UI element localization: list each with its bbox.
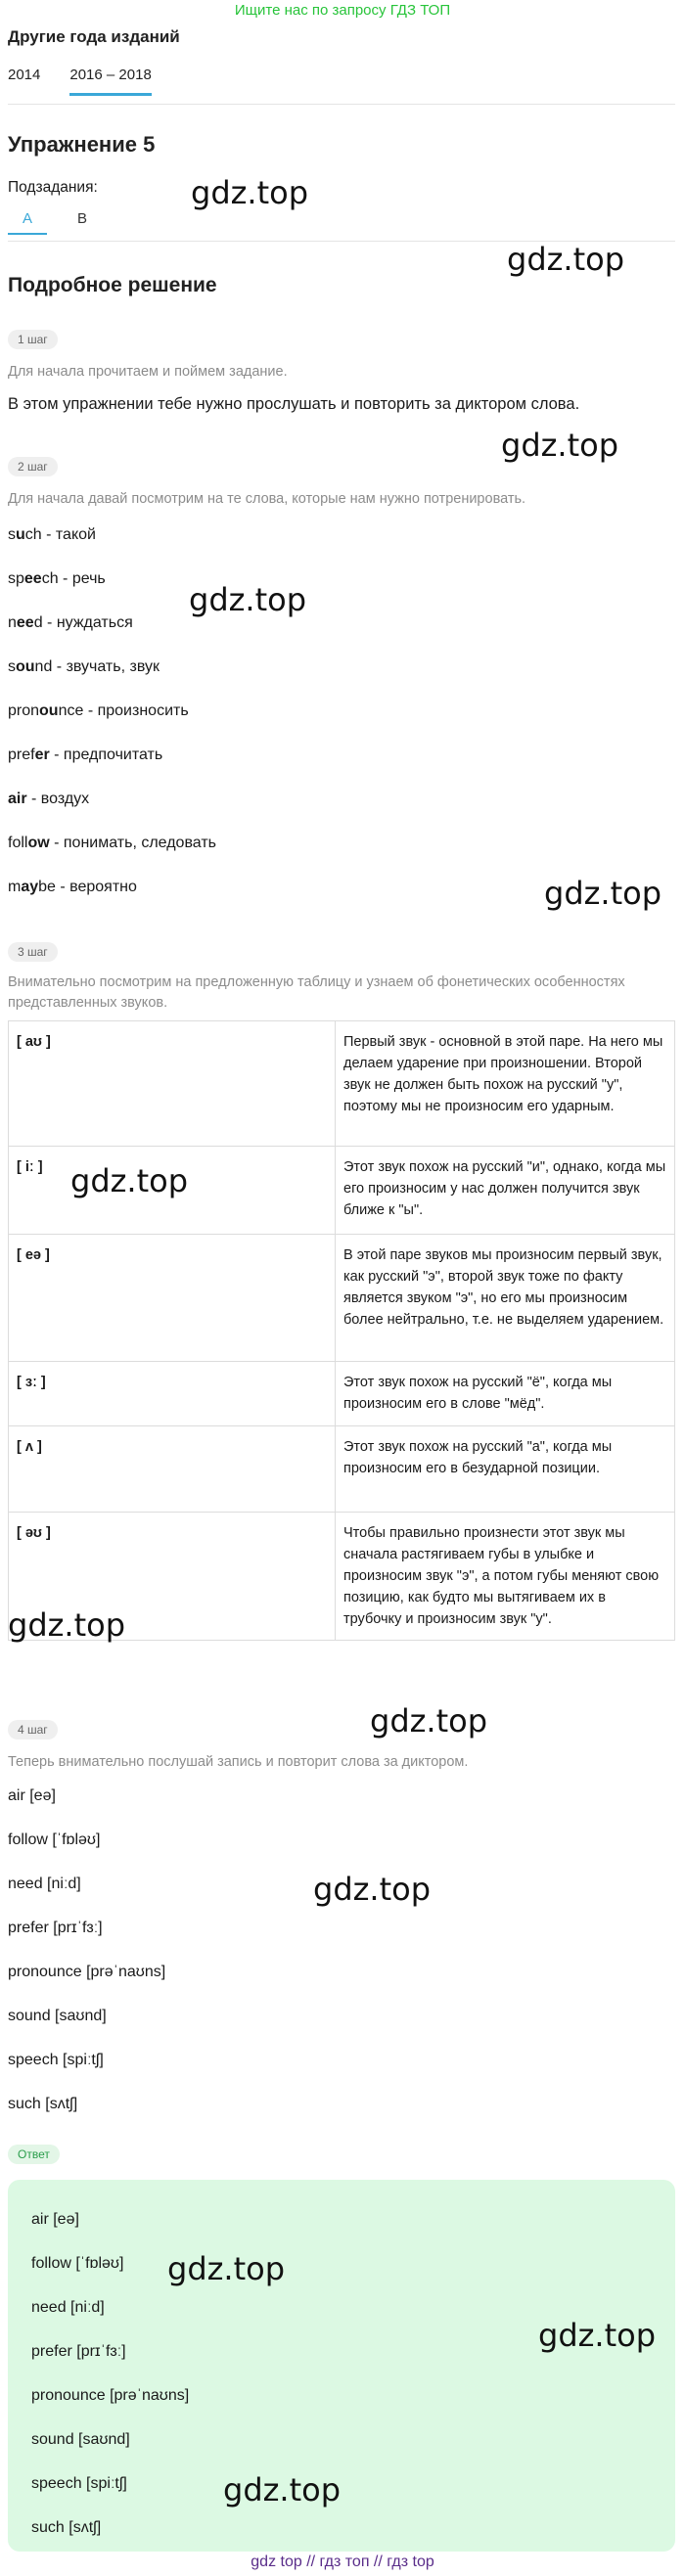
sound-cell: [ ʌ ] bbox=[9, 1426, 336, 1513]
table-row bbox=[9, 1362, 675, 1426]
step-hint: Для начала давай посмотрим на те слова, которые нам нужно потренировать. bbox=[8, 491, 526, 507]
word-item: prefer - предпочитать bbox=[8, 746, 163, 763]
answer-word: pronounce [prəˈnaʊns] bbox=[31, 2387, 190, 2404]
tab-year-2014[interactable]: 2014 bbox=[8, 67, 41, 83]
step-text: В этом упражнении тебе нужно прослушать и повторить за диктором слова. bbox=[8, 395, 580, 413]
answer-box bbox=[8, 2180, 675, 2552]
watermark: gdz.top bbox=[370, 1702, 488, 1740]
watermark: gdz.top bbox=[544, 875, 662, 912]
watermark: gdz.top bbox=[189, 581, 307, 618]
answer-word: speech [spiːtʃ] bbox=[31, 2475, 127, 2492]
sound-cell: [ eə ] bbox=[9, 1235, 336, 1362]
subtask-tab-a[interactable]: A bbox=[8, 210, 47, 235]
word-transcription: need [niːd] bbox=[8, 1876, 81, 1892]
divider bbox=[8, 104, 675, 105]
step-hint: Для начала прочитаем и поймем задание. bbox=[8, 364, 288, 380]
promo-link[interactable]: Ищите нас по запросу ГДЗ ТОП bbox=[234, 2, 451, 19]
subtask-tabs bbox=[8, 210, 117, 235]
word-item: maybe - вероятно bbox=[8, 879, 137, 895]
description-cell: В этой паре звуков мы произносим первый звук, как русский "э", второй звук тоже по факту является звуком "э", но его мы произносим более нейтрально, т.е. не выделяем ударением. bbox=[336, 1235, 675, 1362]
step-hint: Теперь внимательно послушай запись и повторит слова за диктором. bbox=[8, 1754, 469, 1770]
sound-cell: [ iː ] bbox=[9, 1147, 336, 1235]
tab-year-2016-2018[interactable]: 2016 – 2018 bbox=[69, 67, 151, 96]
sound-cell: [ aʊ ] bbox=[9, 1021, 336, 1147]
word-item: such - такой bbox=[8, 526, 96, 543]
watermark: gdz.top bbox=[223, 2471, 342, 2508]
word-transcription: sound [saʊnd] bbox=[8, 2008, 107, 2024]
word-transcription: prefer [prɪˈfɜː] bbox=[8, 1920, 103, 1936]
answer-word: need [niːd] bbox=[31, 2299, 105, 2316]
word-transcription: follow [ˈfɒləʊ] bbox=[8, 1831, 101, 1848]
subtask-tab-b[interactable]: B bbox=[76, 210, 87, 227]
other-years-title: Другие года изданий bbox=[8, 27, 180, 46]
sound-cell: [ ɜː ] bbox=[9, 1362, 336, 1426]
watermark: gdz.top bbox=[507, 241, 625, 278]
watermark: gdz.top bbox=[8, 1606, 126, 1644]
year-tabs bbox=[8, 67, 181, 96]
step-badge: 3 шаг bbox=[8, 942, 58, 962]
step-badge: 4 шаг bbox=[8, 1720, 58, 1740]
word-transcription: such [sʌtʃ] bbox=[8, 2096, 78, 2112]
watermark: gdz.top bbox=[538, 2317, 657, 2354]
word-item: follow - понимать, следовать bbox=[8, 835, 216, 851]
word-item: need - нуждаться bbox=[8, 614, 133, 631]
step-hint: Внимательно посмотрим на предложенную таблицу и узнаем об фонетических особенностях представленных звуков. bbox=[8, 974, 625, 1011]
sounds-table bbox=[8, 1020, 675, 1641]
watermark: gdz.top bbox=[167, 2250, 286, 2287]
table-row bbox=[9, 1235, 675, 1362]
watermark: gdz.top bbox=[70, 1162, 189, 1199]
description-cell: Этот звук похож на русский "ё", когда мы произносим его в слове "мёд". bbox=[336, 1362, 675, 1426]
exercise-title: Упражнение 5 bbox=[8, 132, 156, 157]
subtasks-label: Подзадания: bbox=[8, 179, 98, 196]
step-badge: 1 шаг bbox=[8, 330, 58, 349]
answer-word: air [eə] bbox=[31, 2211, 79, 2228]
watermark: gdz.top bbox=[191, 174, 309, 211]
word-transcription: air [eə] bbox=[8, 1787, 56, 1804]
word-item: sound - звучать, звук bbox=[8, 658, 160, 675]
word-item: air - воздух bbox=[8, 791, 90, 807]
solution-title: Подробное решение bbox=[8, 274, 217, 296]
answer-word: follow [ˈfɒləʊ] bbox=[31, 2255, 124, 2272]
table-row bbox=[9, 1021, 675, 1147]
watermark: gdz.top bbox=[501, 427, 619, 464]
word-transcription: pronounce [prəˈnaʊns] bbox=[8, 1964, 166, 1980]
answer-word: such [sʌtʃ] bbox=[31, 2519, 102, 2536]
description-cell: Первый звук - основной в этой паре. На него мы делаем ударение при произношении. Второй звук не должен быть похож на русский "у", поэтому мы не произносим его ударным. bbox=[336, 1021, 675, 1147]
word-item: speech - речь bbox=[8, 570, 106, 587]
word-item: pronounce - произносить bbox=[8, 702, 189, 719]
description-cell: Чтобы правильно произнести этот звук мы сначала растягиваем губы в улыбке и произносим звук "э", а потом губы меняют свою позицию, как будто мы вытягиваем их в трубочку и произносим звук "у". bbox=[336, 1513, 675, 1641]
step-badge: 2 шаг bbox=[8, 457, 58, 476]
watermark: gdz.top bbox=[313, 1871, 432, 1908]
word-transcription: speech [spiːtʃ] bbox=[8, 2052, 104, 2068]
description-cell: Этот звук похож на русский "а", когда мы произносим его в безударной позиции. bbox=[336, 1426, 675, 1513]
table-row bbox=[9, 1426, 675, 1513]
description-cell: Этот звук похож на русский "и", однако, когда мы его произносим у нас должен получится звук ближе к "ы". bbox=[336, 1147, 675, 1235]
footer-links[interactable]: gdz top // гдз топ // гдз top bbox=[251, 2553, 434, 2570]
answer-badge: Ответ bbox=[8, 2145, 60, 2164]
answer-word: sound [saʊnd] bbox=[31, 2431, 130, 2448]
sound-cell: [ əʊ ] bbox=[9, 1513, 336, 1641]
answer-word: prefer [prɪˈfɜː] bbox=[31, 2343, 126, 2360]
